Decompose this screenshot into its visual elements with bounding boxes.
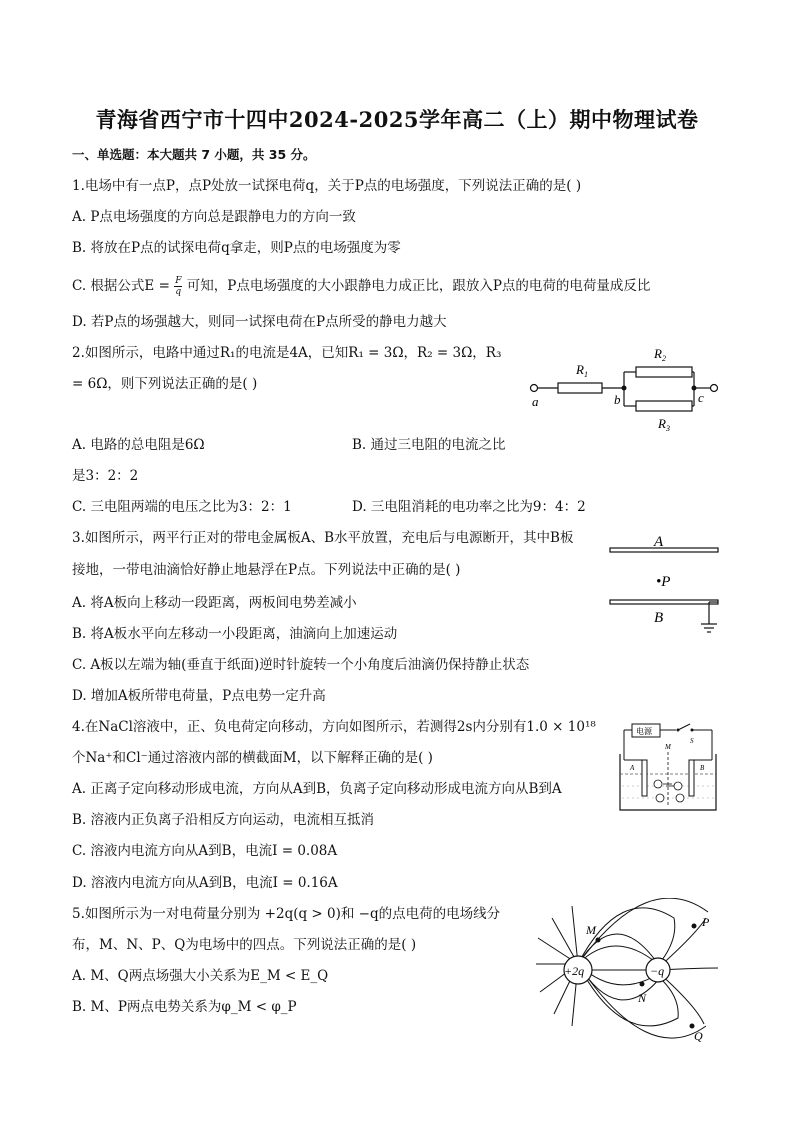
q5-stem-line2: 布，M、N、P、Q为电场中的四点。下列说法正确的是( ) bbox=[72, 937, 417, 953]
q5-stem-line1: 5.如图所示为一对电荷量分别为 +2q(q > 0)和 −q的点电荷的电场线分 bbox=[72, 906, 501, 922]
r2-label: $R_2$ bbox=[654, 346, 666, 363]
point-m-label: M bbox=[586, 923, 596, 937]
electrode-a bbox=[642, 760, 647, 796]
point-q-label: Q bbox=[694, 1029, 703, 1043]
plate-b bbox=[610, 600, 718, 604]
q2-option-d: D. 三电阻消耗的电功率之比为9：4：2 bbox=[352, 499, 586, 515]
q3-stem-line2: 接地，一带电油滴恰好静止地悬浮在P点。下列说法中正确的是( ) bbox=[72, 562, 461, 578]
q1-option-b: B. 将放在P点的试探电荷q拿走，则P点的电场强度为零 bbox=[72, 240, 401, 256]
q4-option-b: B. 溶液内正负离子沿相反方向运动，电流相互抵消 bbox=[72, 812, 375, 828]
negative-charge-label: −q bbox=[650, 964, 665, 978]
electrode-a-label: A bbox=[630, 764, 635, 772]
point-q bbox=[690, 1024, 695, 1029]
point-p-label: P bbox=[702, 915, 710, 929]
q2-stem-line2: = 6Ω，则下列说法正确的是( ) bbox=[72, 376, 258, 392]
q5-option-b: B. M、P两点电势关系为φ_M < φ_P bbox=[72, 999, 297, 1015]
node-c-label: c bbox=[698, 390, 704, 405]
plate-b-label: B bbox=[654, 610, 664, 626]
q3-option-d: D. 增加A板所带电荷量，P点电势一定升高 bbox=[72, 688, 326, 704]
q4-option-d: D. 溶液内电流方向从A到B，电流I = 0.16A bbox=[72, 875, 338, 891]
point-p bbox=[692, 924, 697, 929]
terminal-c bbox=[711, 385, 718, 392]
q3-option-a: A. 将A板向上移动一段距离，两板间电势差减小 bbox=[72, 595, 357, 611]
point-p-label: •P bbox=[656, 574, 671, 590]
point-n-label: N bbox=[638, 991, 647, 1005]
plate-a bbox=[610, 548, 718, 552]
q4-electrolysis-diagram bbox=[616, 716, 726, 816]
node-a-label: a bbox=[532, 394, 539, 409]
q1-option-a: A. P点电场强度的方向总是跟静电力的方向一致 bbox=[72, 209, 356, 225]
resistor-r1 bbox=[558, 383, 602, 393]
q5-field-lines-diagram bbox=[528, 898, 728, 1048]
section-heading: 一、单选题：本大题共 7 小题，共 35 分。 bbox=[72, 147, 316, 162]
resistor-r2 bbox=[636, 367, 692, 377]
resistor-r3 bbox=[636, 401, 692, 411]
fraction-denominator: q bbox=[175, 287, 182, 297]
electrode-b bbox=[689, 760, 694, 796]
r1-label: $R_1$ bbox=[576, 362, 588, 379]
positive-charge-label: +2q bbox=[564, 964, 585, 978]
fraction-numerator: F bbox=[175, 276, 182, 286]
q1-option-c bbox=[72, 276, 650, 297]
q2-circuit-diagram bbox=[520, 340, 730, 440]
q2-option-b: B. 通过三电阻的电流之比 bbox=[352, 437, 506, 453]
q2-stem-line1: 2.如图所示，电路中通过R₁的电流是4A，已知R₁ = 3Ω，R₂ = 3Ω，R₃ bbox=[72, 345, 502, 361]
section-m-label: M bbox=[665, 743, 671, 751]
q2-option-b-cont: 是3：2：2 bbox=[72, 468, 139, 484]
q3-stem-line1: 3.如图所示，两平行正对的带电金属板A、B水平放置，充电后与电源断开，其中B板 bbox=[72, 530, 574, 546]
point-m bbox=[596, 938, 601, 943]
q4-stem-line1: 4.在NaCl溶液中，正、负电荷定向移动，方向如图所示，若测得2s内分别有1.0 × 10¹⁸ bbox=[72, 719, 596, 735]
point-n bbox=[640, 982, 645, 987]
q4-stem-line2: 个Na⁺和Cl⁻通过溶液内部的横截面M，以下解释正确的是( ) bbox=[72, 750, 433, 766]
fraction bbox=[174, 276, 182, 297]
q2-option-c: C. 三电阻两端的电压之比为3：2：1 bbox=[72, 499, 292, 515]
terminal-a bbox=[531, 385, 538, 392]
q1-option-c-suffix: 可知，P点电场强度的大小跟静电力成正比，跟放入P点的电荷的电荷量成反比 bbox=[186, 278, 651, 294]
switch-label: S bbox=[690, 737, 694, 745]
electrode-b-label: B bbox=[700, 764, 705, 772]
q3-option-b: B. 将A板水平向左移动一小段距离，油滴向上加速运动 bbox=[72, 626, 398, 642]
q3-option-c: C. A板以左端为轴(垂直于纸面)逆时针旋转一个小角度后油滴仍保持静止状态 bbox=[72, 657, 530, 673]
q4-option-c: C. 溶液内电流方向从A到B，电流I = 0.08A bbox=[72, 843, 338, 859]
q1-option-d: D. 若P点的场强越大，则同一试探电荷在P点所受的静电力越大 bbox=[72, 314, 447, 330]
ion-positive bbox=[654, 780, 662, 788]
q3-capacitor-diagram bbox=[600, 526, 730, 644]
page-title: 青海省西宁市十四中2024-2025学年高二（上）期中物理试卷 bbox=[95, 107, 699, 132]
q4-option-a: A. 正离子定向移动形成电流，方向从A到B，负离子定向移动形成电流方向从B到A bbox=[72, 781, 562, 797]
switch-icon bbox=[678, 724, 690, 730]
r3-label: $R_3$ bbox=[658, 416, 670, 433]
power-source-label: 电源 bbox=[636, 727, 652, 736]
plate-a-label: A bbox=[654, 534, 664, 550]
q1-stem: 1.电场中有一点P，点P处放一试探电荷q，关于P点的电场强度，下列说法正确的是( ) bbox=[72, 178, 582, 194]
ion-negative bbox=[674, 782, 682, 790]
q1-option-c-prefix: C. 根据公式E = bbox=[72, 278, 170, 294]
q5-option-a: A. M、Q两点场强大小关系为E_M < E_Q bbox=[72, 968, 329, 984]
q2-option-a: A. 电路的总电阻是6Ω bbox=[72, 437, 205, 453]
node-b-label: b bbox=[614, 392, 621, 407]
